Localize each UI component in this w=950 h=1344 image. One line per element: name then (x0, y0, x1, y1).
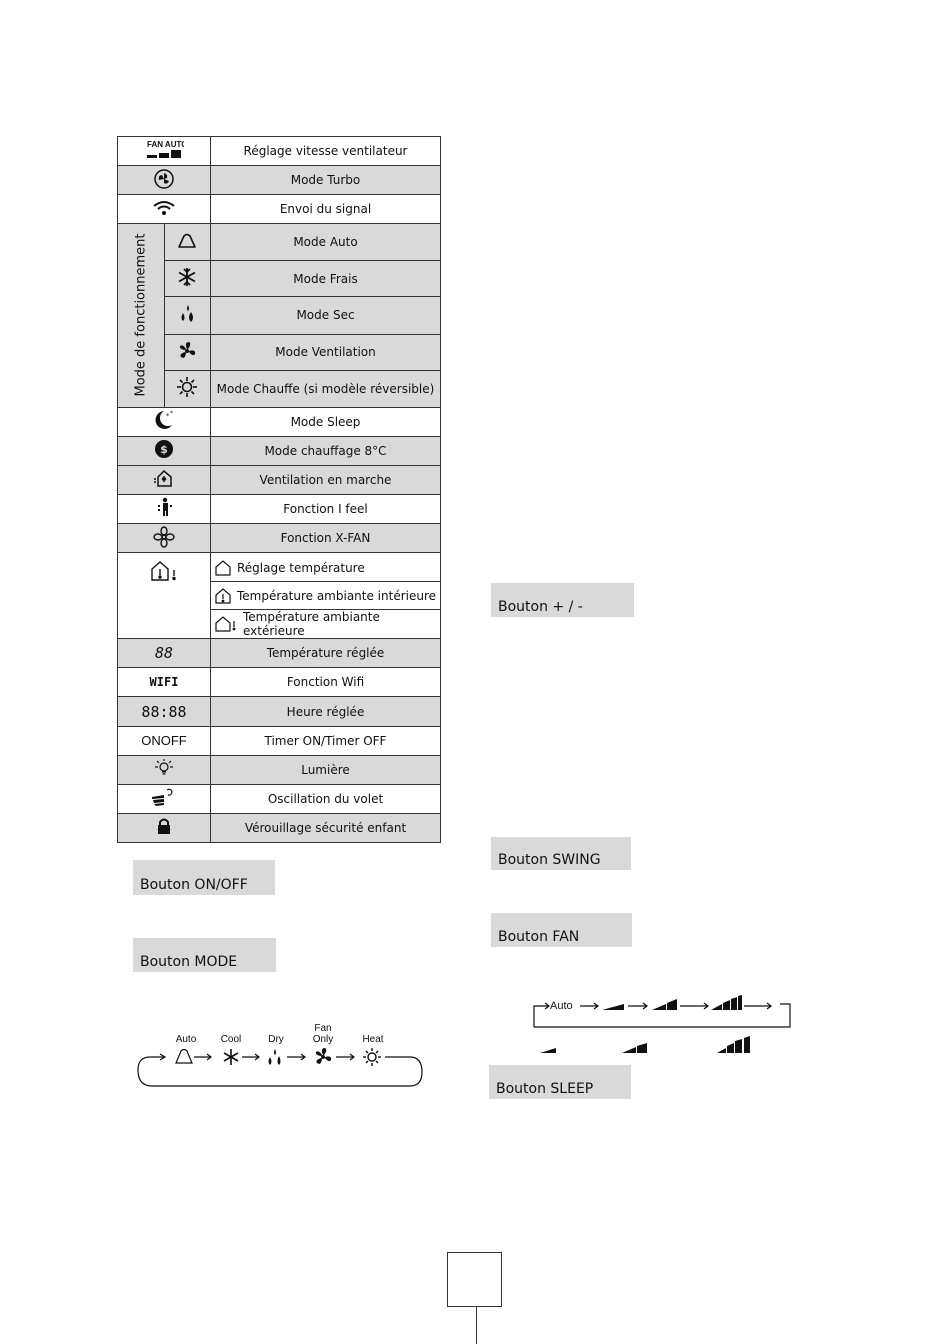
sub-row-set-temp: Réglage température (211, 554, 440, 582)
table-row-label: Mode Frais (211, 261, 441, 297)
fan-flow-label-auto: Auto (550, 1000, 573, 1012)
fan-speed-cycle-diagram (530, 993, 800, 1058)
snowflake-icon (224, 1049, 238, 1065)
flow-label-heat: Heat (362, 1034, 384, 1045)
sun-icon (363, 1048, 381, 1066)
mode-cycle-diagram (130, 1020, 430, 1095)
table-row-label: Fonction X-FAN (211, 524, 441, 553)
temperature-sub-rows (211, 553, 441, 639)
table-row-label: Timer ON/Timer OFF (211, 726, 441, 755)
fan-icon (316, 1048, 331, 1064)
house-fan-icon (118, 465, 211, 494)
house-thermometer-icon (118, 553, 211, 639)
sun-icon (164, 370, 211, 407)
house-indoor-icon (215, 588, 231, 604)
swing-icon (118, 784, 211, 813)
sub-row-outdoor-temp: Température ambiante extérieure (211, 610, 440, 637)
fan-button-label: Bouton FAN (491, 913, 632, 947)
table-row-label: Heure réglée (211, 697, 441, 726)
table-row-label: Mode Chauffe (si modèle réversible) (211, 370, 441, 407)
house-outdoor-icon (215, 616, 237, 632)
on-off-button-label: Bouton ON/OFF (133, 860, 275, 895)
sub-row-indoor-temp: Température ambiante intérieure (211, 582, 440, 610)
person-icon (118, 494, 211, 523)
snowflake-icon (164, 261, 211, 297)
table-row-label: Vérouillage sécurité enfant (211, 813, 441, 842)
table-row-label: Ventilation en marche (211, 465, 441, 494)
drops-icon (164, 297, 211, 334)
light-icon (118, 755, 211, 784)
digits-icon: 88 (118, 639, 211, 668)
turbo-icon (118, 166, 211, 195)
plus-minus-button-label: Bouton + / - (491, 583, 634, 617)
table-row-label: Envoi du signal (211, 195, 441, 224)
sleep-button-label: Bouton SLEEP (489, 1065, 631, 1099)
table-row-label: Mode Ventilation (211, 334, 441, 370)
drops-icon (269, 1049, 281, 1065)
table-row-label: Mode Turbo (211, 166, 441, 195)
page-number-box (447, 1252, 502, 1307)
mode-group-label: Mode de fonctionnement (118, 224, 165, 407)
svg-text:*: * (170, 410, 173, 418)
flow-label-dry: Dry (268, 1034, 284, 1045)
xfan-icon (118, 524, 211, 553)
table-row-label: Mode Auto (211, 224, 441, 261)
table-row-label: Réglage vitesse ventilateur (211, 137, 441, 166)
table-row-label: Mode Sleep (211, 407, 441, 436)
svg-text:*: * (166, 412, 170, 421)
fan-icon (164, 334, 211, 370)
wifi-text-icon: WIFI (118, 668, 211, 697)
swing-button-label: Bouton SWING (491, 837, 631, 870)
svg-text:FAN AUTO: FAN AUTO (147, 139, 184, 149)
signal-icon (118, 195, 211, 224)
fan-speed-icon (118, 137, 211, 166)
flow-label-auto: Auto (175, 1034, 197, 1045)
table-row-label: Mode chauffage 8°C (211, 436, 441, 465)
table-row-label: Fonction I feel (211, 494, 441, 523)
table-row-label: Mode Sec (211, 297, 441, 334)
flow-label-fan-only: Fan Only (312, 1023, 334, 1045)
table-row-label: Température réglée (211, 639, 441, 668)
svg-text:$: $ (160, 443, 168, 457)
flow-label-cool: Cool (220, 1034, 242, 1045)
auto-mode-icon (176, 1050, 192, 1064)
clock-digits-icon: 88:88 (118, 697, 211, 726)
moon-icon (118, 407, 211, 436)
lock-icon (118, 813, 211, 842)
table-row-label: Lumière (211, 755, 441, 784)
auto-mode-icon (164, 224, 211, 261)
house-icon (215, 560, 231, 576)
page-divider-line (476, 1307, 477, 1344)
table-row-label: Oscillation du volet (211, 784, 441, 813)
heat-8-icon (118, 436, 211, 465)
mode-button-label: Bouton MODE (133, 938, 276, 972)
table-row-label: Fonction Wifi (211, 668, 441, 697)
onoff-icon: ONOFF (118, 726, 211, 755)
icon-legend-table (117, 136, 441, 843)
